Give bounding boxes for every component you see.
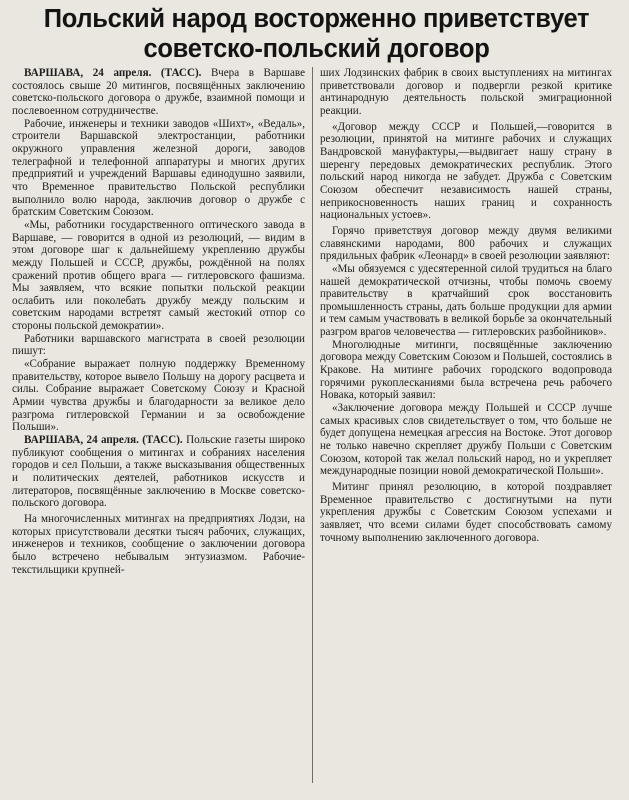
paragraph-text: Работники варшавского магистрата в своей резолюции пишут: xyxy=(12,332,305,358)
paragraph-text: «Договор между СССР и Польшей,—говорится в резолюции, принятой на митинге рабочих и служащих Вандровской мануфактуры,—выдвигает нашу страну в шеренгу передовых демократических республик. Этого польский народ никогда не забудет. Дружба с Советским Союзом обеспечит независимость нашей страны, неприкосновенность наших границ и сохранность национальных устоев». xyxy=(320,120,612,222)
paragraph-text: Горячо приветствуя договор между двумя великими славянскими народами, 800 рабочих и служащих прядильных фабрик «Леонард» в своей резолюции заявляют: xyxy=(320,224,612,263)
paragraph-text: ших Лодзинских фабрик в своих выступлениях на митингах приветствовали договор и подвергли резкой критике антинародную деятельность польской эмиграционной реакции. xyxy=(320,67,612,117)
paragraph xyxy=(12,333,305,358)
right-column xyxy=(312,67,612,783)
paragraph xyxy=(320,402,612,478)
paragraph-text: «Собрание выражает полную поддержку Временному правительству, которое вывело Польшу на дорогу расцвета и силы. Собрание выражает Советскому Союзу и Красной Армии чувства дружбы и благодарности за великое дело разгрома гитлеровской Германии и за освобождение Польши». xyxy=(12,358,305,434)
paragraph xyxy=(12,513,305,576)
paragraph-text: Многолюдные митинги, посвящённые заключению договора между Советским Союзом и Польшей, состоялись в Кракове. На митинге рабочих городского водопровода горячими рукоплесканиями была встречена речь рабочего Новака, который заявил: xyxy=(320,338,612,402)
dateline: ВАРШАВА, 24 апреля. (ТАСС). xyxy=(24,67,202,79)
article-body xyxy=(12,67,621,783)
paragraph-text: «Мы обязуемся с удесятеренной силой трудиться на благо нашей демократической отчизны, чтобы помочь своему правительству в кратчайший срок восстановить промышленность страны, дать больше продукции для армии и тем самым участвовать в великой борьбе за окончательный разгром врагов человечества — гитлеровских разбойников». xyxy=(320,262,612,339)
paragraph xyxy=(12,219,305,333)
left-column xyxy=(12,67,312,783)
paragraph-text: Польские газеты широко публикуют сообщения о митингах и собраниях населения городов и сел Польши, а также высказывания общественных и политических деятелей, работников искусств и литераторов, посвящённые заключению в Москве советско-польского договора. xyxy=(12,434,305,510)
paragraph xyxy=(320,481,612,544)
paragraph-text: Рабочие, инженеры и техники заводов «Шихт», «Ведаль», строители Варшавской электростанции, работники окружного управления железной дороги, заводов телеграфной и телефонной аппаратуры и многих других предприятий и учреждений Варшавы единодушно заявили, что Временное правительство Польской республики выполнило волю народа, заключив договор о дружбе с братским Советским Союзом. xyxy=(12,117,305,219)
paragraph-text: «Заключение договора между Польшей и СССР лучше самых красивых слов свидетельствует о том, что больше не будет допущена немецкая агрессия на Востоке. Этот договор не только навечно скрепляет дружбу Польши с Советским Союзом, которой так желал польский народ, но и укрепляет международные позиции новой демократической Польши». xyxy=(320,402,612,478)
paragraph xyxy=(12,67,305,118)
paragraph-text: Митинг принял резолюцию, в которой поздравляет Временное правительство с достигнутыми на пути укрепления дружбы с Советским Союзом успехами и заявляет, что всеми силами будет способствовать самому точному выполнению заключенного договора. xyxy=(320,481,612,544)
headline-line-2: советско-польский договор xyxy=(143,35,490,63)
paragraph xyxy=(320,339,612,402)
paragraph xyxy=(320,67,612,118)
paragraph xyxy=(12,118,305,219)
paragraph xyxy=(320,263,612,339)
headline xyxy=(12,4,621,64)
paragraph xyxy=(320,225,612,263)
headline-line-1: Польский народ восторженно приветствует xyxy=(43,5,590,33)
dateline: ВАРШАВА, 24 апреля. (ТАСС). xyxy=(24,434,183,447)
paragraph-text: На многочисленных митингах на предприятиях Лодзи, на которых присутствовали десятки тысяч рабочих, служащих, инженеров и техников, сообщение о заключении договора было встречено небывалым энтузиазмом. Рабочие-текстильщики крупней- xyxy=(12,512,305,576)
paragraph xyxy=(320,121,612,222)
paragraph-text: «Мы, работники государственного оптического завода в Варшаве, — говорится в одной из резолюций, — видим в этом договоре шаг к дальнейшему укреплению дружбы между Польшей и СССР, дружбы, рождённой на полях сражений против общего врага — гитлеровского фашизма. Мы заявляем, что всякие попытки польской реакции ослабить или поколебать дружбу между польским и советским народами встретят самый жестокий отпор со стороны польской демократии». xyxy=(12,218,305,333)
paragraph xyxy=(12,358,305,434)
paragraph-text: Вчера в Варшаве состоялось свыше 20 митингов, посвящённых заключению советско-польского договора о дружбе, взаимной помощи и послевоенном сотрудничестве. xyxy=(12,67,305,117)
paragraph xyxy=(12,434,305,510)
